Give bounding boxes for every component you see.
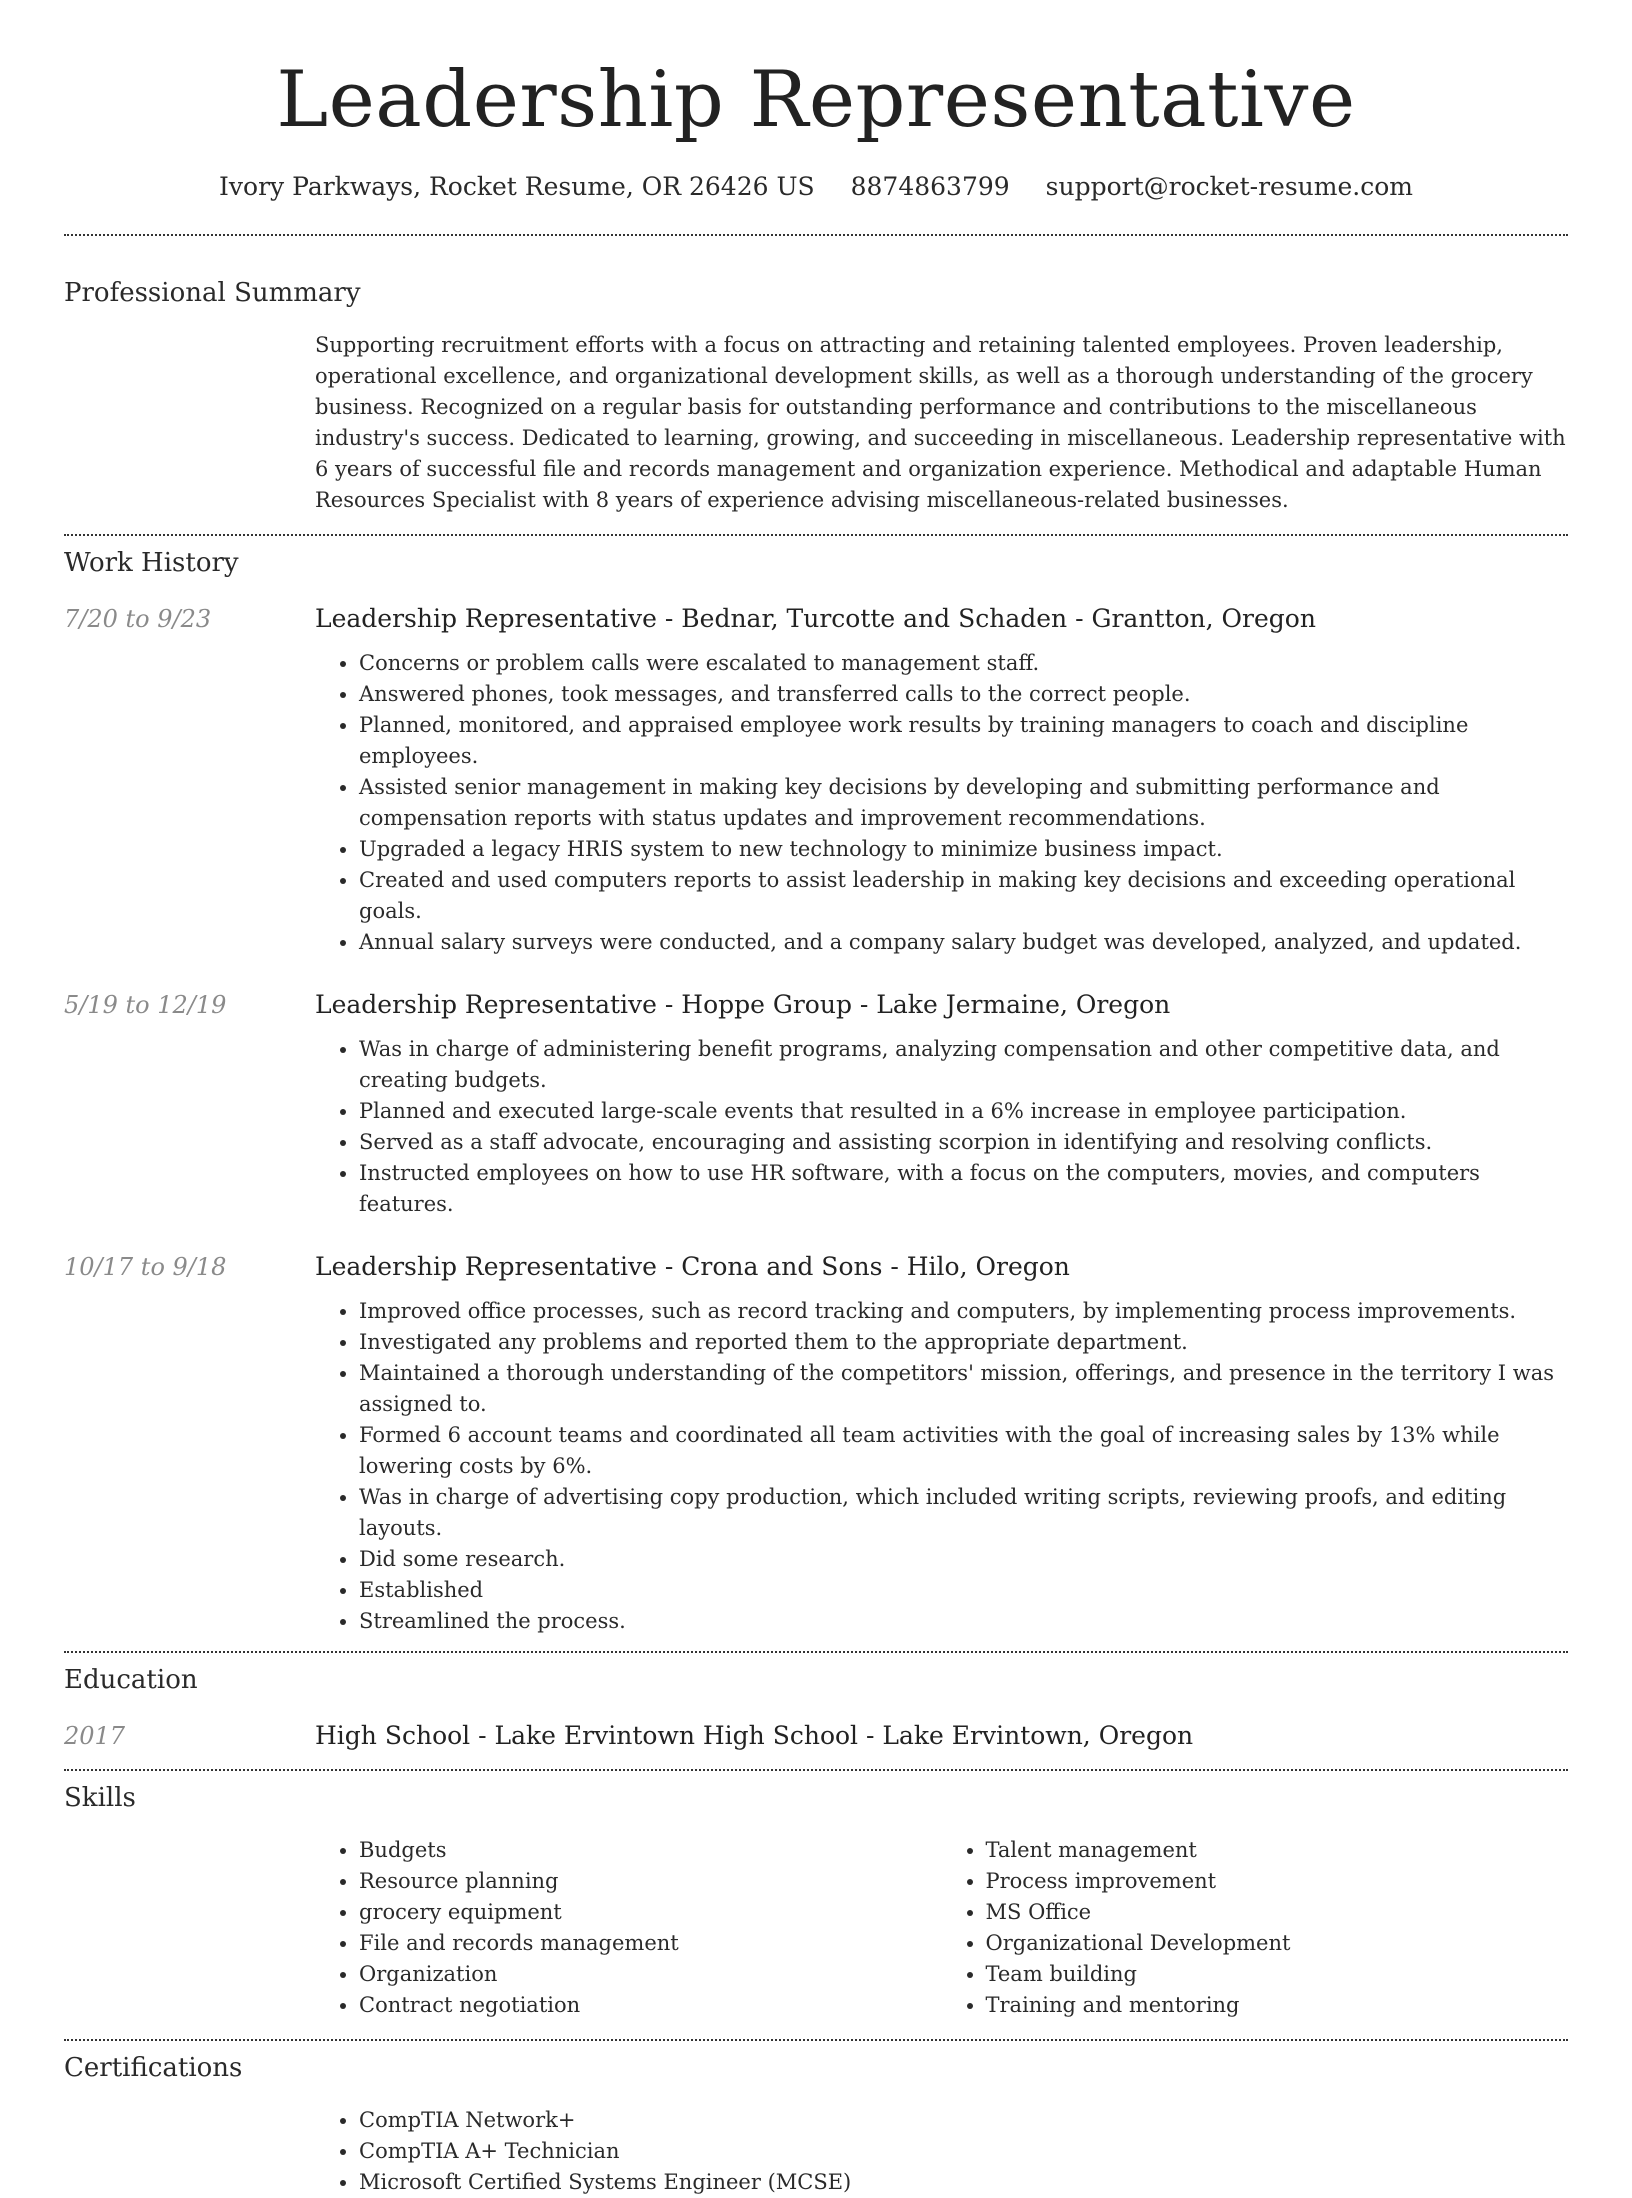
certifications-title: Certifications <box>64 2053 243 2083</box>
skill-item: • File and records management <box>359 1928 942 1959</box>
job-bullet: • Investigated any problems and reported them to the appropriate department. <box>359 1327 1568 1358</box>
job-bullet: • Concerns or problem calls were escalated to management staff. <box>359 648 1568 679</box>
skill-item: • Process improvement <box>986 1866 1569 1897</box>
divider <box>64 1651 1568 1653</box>
work-section <box>64 546 1568 1637</box>
job-heading: Leadership Representative - Hoppe Group - Lake Jermaine, Oregon <box>315 990 1171 1019</box>
job-bullets <box>315 648 1568 958</box>
divider <box>64 1769 1568 1771</box>
skills-list-left <box>315 1835 942 2021</box>
skill-item: • Organization <box>359 1959 942 1990</box>
skill-item: • Talent management <box>986 1835 1569 1866</box>
skills-title: Skills <box>64 1783 136 1813</box>
job-entry <box>64 988 1568 1220</box>
job-bullet: • Assisted senior management in making key decisions by developing and submitting performance and compensation reports with status updates and improvement recommendations. <box>359 772 1568 834</box>
divider <box>64 534 1568 536</box>
skills-section <box>64 1781 1568 2021</box>
job-bullets <box>315 1296 1568 1637</box>
job-heading: Leadership Representative - Crona and Sons - Hilo, Oregon <box>315 1252 1070 1281</box>
divider <box>64 234 1568 236</box>
job-bullet: • Instructed employees on how to use HR software, with a focus on the computers, movies, and computers features. <box>359 1158 1568 1220</box>
job-bullet: • Answered phones, took messages, and transferred calls to the correct people. <box>359 679 1568 710</box>
job-bullets <box>315 1034 1568 1220</box>
skill-item: • MS Office <box>986 1897 1569 1928</box>
job-bullet: • Annual salary surveys were conducted, and a company salary budget was developed, analyzed, and updated. <box>359 927 1568 958</box>
skill-item: • Budgets <box>359 1835 942 1866</box>
contact-phone: 8874863799 <box>850 172 1010 201</box>
job-bullet: • Formed 6 account teams and coordinated all team activities with the goal of increasing sales by 13% while lowering costs by 6%. <box>359 1420 1568 1482</box>
certification-item: • Microsoft Certified Systems Engineer (MCSE) <box>359 2167 1568 2198</box>
education-year: 2017 <box>64 1722 126 1750</box>
contact-address: Ivory Parkways, Rocket Resume, OR 26426 US <box>219 172 815 201</box>
education-heading: High School - Lake Ervintown High School - Lake Ervintown, Oregon <box>315 1721 1194 1750</box>
summary-text: Supporting recruitment efforts with a focus on attracting and retaining talented employees. Proven leadership, operational excellence, and organizational development skills, as well as a thorough understanding of the grocery business. Recognized on a regular basis for outstanding performance and contributions to the miscellaneous industry's success. Dedicated to learning, growing, and succeeding in miscellaneous. Leadership representative with 6 years of successful file and records management and organization experience. Methodical and adaptable Human Resources Specialist with 8 years of experience advising miscellaneous-related businesses. <box>315 333 1566 512</box>
education-section <box>64 1663 1568 1753</box>
certification-item: • CompTIA A+ Technician <box>359 2136 1568 2167</box>
skill-item: • Contract negotiation <box>359 1990 942 2021</box>
job-entry <box>64 1250 1568 1637</box>
summary-section <box>64 276 1568 516</box>
contact-line <box>0 170 1632 204</box>
job-bullet: • Was in charge of advertising copy production, which included writing scripts, reviewing proofs, and editing layouts. <box>359 1482 1568 1544</box>
job-dates: 10/17 to 9/18 <box>64 1253 227 1281</box>
job-bullet: • Planned and executed large-scale events that resulted in a 6% increase in employee participation. <box>359 1096 1568 1127</box>
job-bullet: • Established <box>359 1575 1568 1606</box>
job-heading: Leadership Representative - Bednar, Turcotte and Schaden - Grantton, Oregon <box>315 604 1316 633</box>
job-dates: 7/20 to 9/23 <box>64 605 212 633</box>
certification-item: • CompTIA Network+ <box>359 2105 1568 2136</box>
job-bullet: • Planned, monitored, and appraised employee work results by training managers to coach and discipline employees. <box>359 710 1568 772</box>
divider <box>64 2039 1568 2041</box>
skill-item: • Training and mentoring <box>986 1990 1569 2021</box>
contact-email[interactable]: support@rocket-resume.com <box>1045 172 1413 201</box>
job-bullet: • Served as a staff advocate, encouraging and assisting scorpion in identifying and resolving conflicts. <box>359 1127 1568 1158</box>
job-bullet: • Maintained a thorough understanding of the competitors' mission, offerings, and presence in the territory I was assigned to. <box>359 1358 1568 1420</box>
skill-item: • Team building <box>986 1959 1569 1990</box>
education-title: Education <box>64 1665 198 1695</box>
job-bullet: • Was in charge of administering benefit programs, analyzing compensation and other competitive data, and creating budgets. <box>359 1034 1568 1096</box>
job-bullet: • Streamlined the process. <box>359 1606 1568 1637</box>
skill-item: • Resource planning <box>359 1866 942 1897</box>
work-title: Work History <box>64 548 239 578</box>
certifications-list <box>315 2105 1568 2198</box>
job-bullet: • Created and used computers reports to assist leadership in making key decisions and exceeding operational goals. <box>359 865 1568 927</box>
job-bullet: • Upgraded a legacy HRIS system to new technology to minimize business impact. <box>359 834 1568 865</box>
summary-title: Professional Summary <box>64 278 361 308</box>
skills-list-right <box>942 1835 1569 2021</box>
job-bullet: • Improved office processes, such as record tracking and computers, by implementing process improvements. <box>359 1296 1568 1327</box>
skill-item: • grocery equipment <box>359 1897 942 1928</box>
job-entry <box>64 602 1568 958</box>
resume-name: Leadership Representative <box>276 55 1356 145</box>
education-entry <box>64 1719 1568 1753</box>
skill-item: • Organizational Development <box>986 1928 1569 1959</box>
job-dates: 5/19 to 12/19 <box>64 991 227 1019</box>
job-bullet: • Did some research. <box>359 1544 1568 1575</box>
certifications-section <box>64 2051 1568 2198</box>
